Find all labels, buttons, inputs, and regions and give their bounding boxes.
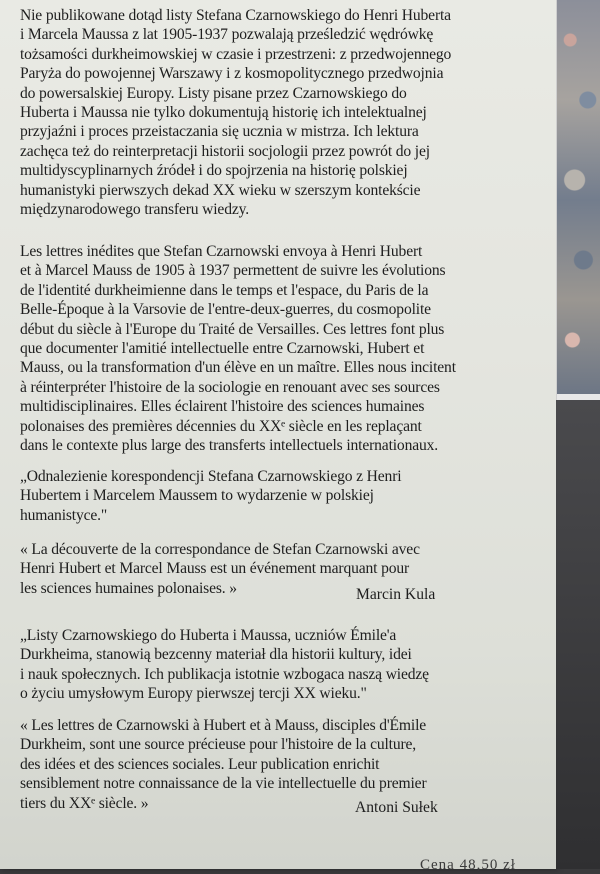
text-line: Huberta i Maussa nie tylko dokumentują historię ich intelektualnej (20, 104, 427, 122)
quote-author-sulek: Antoni Sułek (355, 799, 438, 816)
french-description (20, 242, 552, 455)
text-line: Mauss, ou la transformation d'un élève en un maître. Elles nous incitent (20, 359, 456, 377)
quote-line: des idées et des sciences sociales. Leur publication enrichit (20, 755, 380, 773)
text-line: dans le contexte plus large des transferts intellectuels internationaux. (20, 437, 439, 455)
text-line: zachęca też do reinterpretacji historii socjologii przez powrót do jej (20, 142, 430, 160)
text-line: do powersalskiej Europy. Listy pisane przez Czarnowskiego do (20, 84, 407, 102)
quote-line: humanistyce." (20, 506, 108, 524)
background-edge (556, 400, 600, 869)
price-label: Cena 48,50 zł (420, 857, 516, 873)
quote-line: Durkheim, sont une source précieuse pour l'histoire de la culture, (20, 736, 417, 754)
quote-line: i nauk społecznych. Ich publikacja istotnie wzbogaca naszą wiedzę (20, 665, 429, 683)
quote-line: „Odnalezienie korespondencji Stefana Czarnowskiego z Henri (20, 468, 402, 485)
quote-kula-polish (20, 467, 552, 525)
text-line: multidisciplinaires. Elles éclairent l'histoire des sciences humaines (20, 398, 425, 416)
text-line: tożsamości durkheimowskiej w czasie i przestrzeni: z przedwojennego (20, 45, 452, 63)
text-line: multidyscyplinarnych źródeł i do spojrzenia na historię polskiej (20, 162, 408, 180)
text-line: Belle-Époque à la Varsovie de l'entre-deux-guerres, du cosmopolite (20, 301, 431, 319)
text-line: humanistyki pierwszych dekad XX wieku w szerszym kontekście (20, 181, 421, 199)
text-line: début du siècle à l'Europe du Traité de Versailles. Ces lettres font plus (20, 320, 445, 338)
quote-line: „Listy Czarnowskiego do Huberta i Maussa, uczniów Émile'a (20, 627, 397, 644)
text-line: de l'identité durkheimienne dans le temps et l'espace, du Paris de la (20, 281, 429, 299)
quote-kula-french (20, 540, 552, 598)
quote-line: Durkheima, stanowią bezcenny materiał dla historii kultury, idei (20, 646, 412, 664)
quote-line: Hubertem i Marcelem Maussem to wydarzenie w polskiej (20, 487, 374, 505)
quote-line: « La découverte de la correspondance de Stefan Czarnowski avec (20, 541, 420, 558)
text-line: Paryża do powojennej Warszawy i z kosmopolitycznego przedwojnia (20, 65, 444, 83)
quote-sulek-french (20, 716, 552, 813)
quote-line: tiers du XXᵉ siècle. » (20, 794, 149, 812)
text-line: międzynarodowego transferu wiedzy. (20, 201, 250, 219)
text-line: Nie publikowane dotąd listy Stefana Czarnowskiego do Henri Huberta (20, 7, 451, 24)
text-line: et à Marcel Mauss de 1905 à 1937 permettent de suivre les évolutions (20, 262, 446, 280)
quote-author-kula: Marcin Kula (356, 586, 436, 603)
text-line: à réinterpréter l'histoire de la sociologie en renouant avec ses sources (20, 378, 440, 396)
polish-description (20, 6, 552, 219)
text-line: Les lettres inédites que Stefan Czarnowski envoya à Henri Hubert (20, 243, 423, 260)
text-line: que documenter l'amitié intellectuelle entre Czarnowski, Hubert et (20, 340, 425, 358)
quote-line: Henri Hubert et Marcel Mauss est un événement marquant pour (20, 560, 410, 578)
quote-line: sensiblement notre connaissance de la vie intellectuelle du premier (20, 775, 427, 793)
quote-line: o życiu umysłowym Europy pierwszej tercji XX wieku." (20, 685, 367, 703)
text-line: polonaises des premières décennies du XXᵉ siècle en les replaçant (20, 417, 422, 435)
text-line: i Marcela Maussa z lat 1905-1937 pozwalają prześledzić wędrówkę (20, 26, 434, 44)
cover-photo-edge (556, 0, 600, 400)
quote-sulek-polish (20, 626, 552, 704)
text-line: przyjaźni i proces przeistaczania się ucznia w mistrza. Ich lektura (20, 123, 419, 141)
quote-line: les sciences humaines polonaises. » (20, 579, 237, 597)
quote-line: « Les lettres de Czarnowski à Hubert et à Mauss, disciples d'Émile (20, 717, 427, 734)
